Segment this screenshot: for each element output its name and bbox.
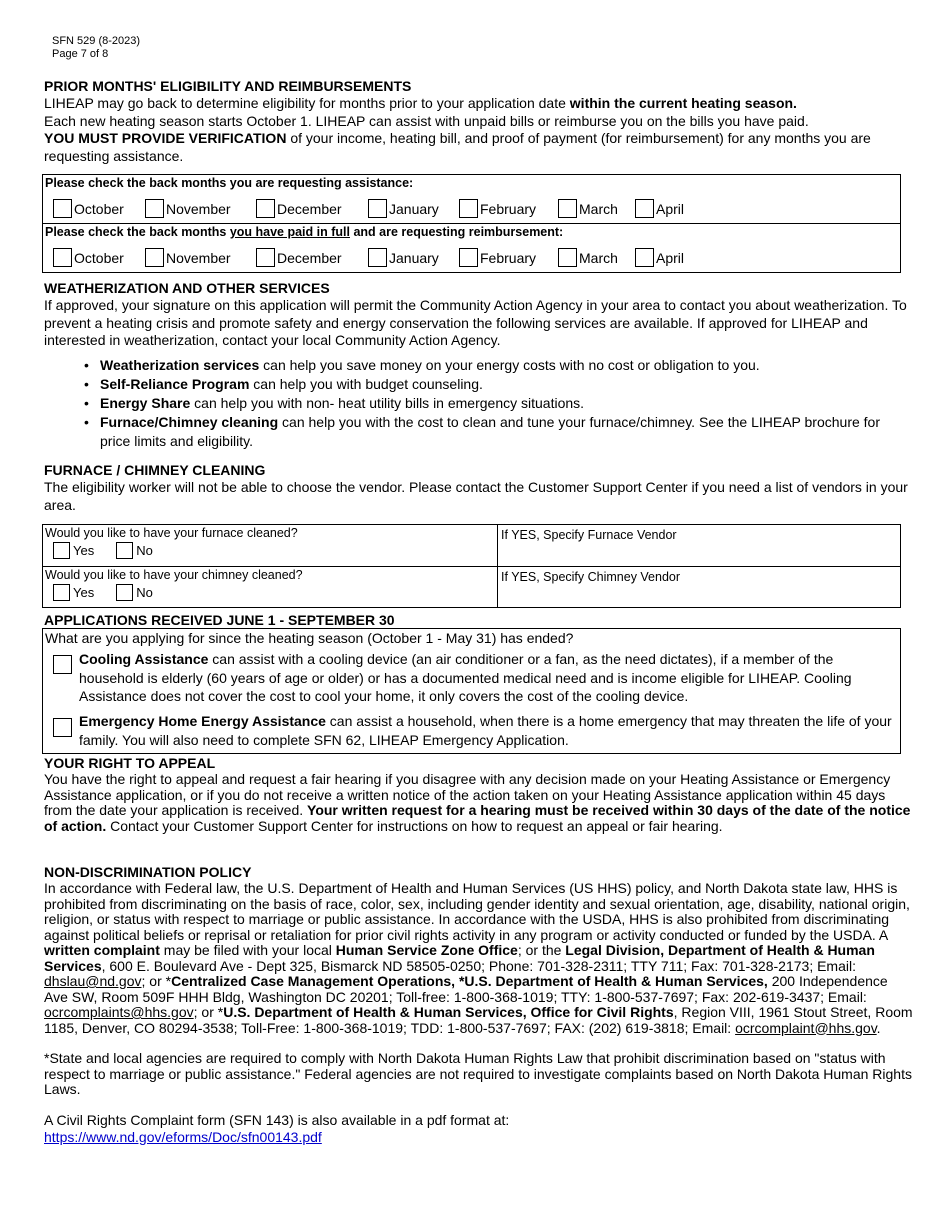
nd-s4: , 600 E. Boulevard Ave - Dept 325, Bismarck ND 58505-0250; Phone: 701-328-2311; TTY 711; Fax: 701-328-2173; Email: — [101, 957, 856, 974]
appeal-title: YOUR RIGHT TO APPEAL — [44, 755, 216, 771]
service-name: Energy Share — [100, 394, 191, 411]
chimney-no-checkbox[interactable] — [116, 584, 133, 601]
back-months-box — [42, 174, 901, 273]
month-option-january[interactable] — [368, 199, 459, 218]
nd-s7: ; or * — [193, 1004, 224, 1020]
assistance-march-checkbox[interactable] — [558, 199, 577, 218]
service-item — [44, 413, 914, 451]
cooling-desc: can assist with a cooling device (an air conditioner or a fan, as the need dictates), if a member of the household is elderly (60 years of age or older) or has a documented medical need and is income eligible for LIHEAP. Cooling Assistance does not cover the cost to cool your home, it only covers the cost of the cooling device. — [79, 651, 852, 704]
furnace-yes-checkbox[interactable] — [53, 542, 70, 559]
nd-s3: ; or the — [517, 942, 566, 958]
reimbursement-october-checkbox[interactable] — [53, 248, 72, 267]
nondiscrimination-note: *State and local agencies are required to comply with North Dakota Human Rights Law that prohibit discrimination based on "status with respect to marriage or public assistance." Federal agencies are not required to investigate complaints based on North Dakota Human Rights Laws. — [44, 1050, 912, 1097]
bullet: • — [84, 394, 89, 411]
weatherization-section — [44, 280, 914, 451]
emergency-assistance-text — [79, 712, 894, 749]
service-name: Furnace/Chimney cleaning — [100, 413, 279, 430]
prior-p2: Each new heating season starts October 1. LIHEAP can assist with unpaid bills or reimburse you on the bills you have paid. — [44, 112, 809, 129]
ocrcomplaint-email-link[interactable]: ocrcomplaint@hhs.gov — [735, 1019, 877, 1036]
furnace-title: FURNACE / CHIMNEY CLEANING — [44, 462, 266, 478]
nd-s6: 200 Independence Ave SW, Room 509F HHH Bldg, Washington DC 20201; Toll-free: 1-800-368-1019; TTY: 1-800-537-7697; Fax: 202-619-3437; Email: — [44, 973, 888, 1005]
month-option-january[interactable] — [368, 248, 459, 267]
service-name: Self-Reliance Program — [100, 375, 250, 392]
complaint-form-link-wrap — [44, 1129, 914, 1147]
cooling-assistance-text — [79, 650, 894, 706]
month-label: October — [74, 200, 124, 217]
month-label: February — [480, 249, 537, 266]
month-label: November — [166, 200, 231, 217]
summer-applications-box — [42, 628, 901, 754]
row-divider — [43, 566, 900, 567]
service-item — [44, 375, 914, 394]
nondiscrimination-section — [44, 864, 914, 1147]
month-label: April — [656, 249, 685, 266]
yes-label: Yes — [73, 543, 95, 558]
emergency-assistance-checkbox[interactable] — [53, 718, 72, 737]
reimb-label-c: and are requesting reimbursement: — [349, 225, 564, 239]
appeal-text — [44, 772, 914, 834]
furnace-section — [44, 462, 914, 514]
nondiscrimination-title: NON-DISCRIMINATION POLICY — [44, 864, 252, 880]
reimb-label-a: Please check the back months — [45, 225, 230, 239]
chimney-question: Would you like to have your chimney cleaned? — [45, 568, 303, 582]
month-option-april[interactable] — [635, 199, 705, 218]
box-divider — [43, 223, 900, 224]
month-option-february[interactable] — [459, 199, 558, 218]
assistance-october-checkbox[interactable] — [53, 199, 72, 218]
weatherization-text: If approved, your signature on this application will permit the Community Action Agency in your area to contact you about weatherization. To prevent a heating crisis and promote safety and energy conservation the following services are available. If approved for LIHEAP and interested in weatherization, contact your local Community Action Agency. — [44, 297, 907, 348]
furnace-vendor-input[interactable] — [499, 543, 894, 563]
furnace-chimney-box — [42, 524, 901, 608]
month-option-november[interactable] — [145, 199, 256, 218]
form-header — [52, 35, 140, 61]
chimney-vendor-label: If YES, Specify Chimney Vendor — [501, 570, 681, 584]
reimb-label-b: you have paid in full — [229, 225, 350, 239]
prior-months-title: PRIOR MONTHS' ELIGIBILITY AND REIMBURSEMENTS — [44, 78, 412, 94]
services-list — [44, 356, 914, 451]
month-option-december[interactable] — [256, 199, 368, 218]
furnace-no-checkbox[interactable] — [116, 542, 133, 559]
month-option-march[interactable] — [558, 248, 635, 267]
furnace-text: The eligibility worker will not be able to choose the vendor. Please contact the Customer Support Center if you need a list of vendors in your area. — [44, 479, 908, 513]
reimbursement-april-checkbox[interactable] — [635, 248, 654, 267]
month-option-april[interactable] — [635, 248, 705, 267]
complaint-form-link[interactable]: https://www.nd.gov/eforms/Doc/sfn00143.pdf — [44, 1129, 322, 1145]
prior-p3a: YOU MUST PROVIDE VERIFICATION — [44, 130, 287, 146]
no-label: No — [136, 543, 153, 558]
summer-applications-title-wrap — [44, 612, 914, 629]
summer-applications-title: APPLICATIONS RECEIVED JUNE 1 - SEPTEMBER 30 — [44, 612, 395, 628]
service-name: Weatherization services — [100, 356, 260, 373]
appeal-t3: Contact your Customer Support Center for instructions on how to request an appeal or fair hearing. — [106, 817, 723, 834]
yes-label: Yes — [73, 585, 95, 600]
emergency-desc: can assist a household, when there is a home emergency that may threaten the life of your family. You will also need to complete SFN 62, LIHEAP Emergency Application. — [79, 713, 892, 748]
form-id: SFN 529 (8-2023) — [52, 35, 141, 47]
prior-p1b: within the current heating season. — [569, 95, 797, 111]
furnace-vendor-label: If YES, Specify Furnace Vendor — [501, 528, 677, 542]
nd-b5: U.S. Department of Health & Human Services, Office for Civil Rights — [223, 1004, 674, 1020]
nd-s2: may be filed with your local — [159, 942, 336, 958]
service-desc: can help you with the cost to clean and tune your furnace/chimney. See the LIHEAP brochure for price limits and eligibility. — [100, 413, 881, 449]
prior-p1a: LIHEAP may go back to determine eligibility for months prior to your application date — [44, 95, 570, 111]
assistance-november-checkbox[interactable] — [145, 199, 164, 218]
appeal-t2: Your written request for a hearing must be received within 30 days of the date of the notice of action. — [44, 802, 911, 834]
assistance-april-checkbox[interactable] — [635, 199, 654, 218]
service-item — [44, 394, 914, 413]
prior-p3b: of your income, heating bill, and proof of payment (for reimbursement) for any months you are requesting assistance. — [44, 130, 871, 164]
service-desc: can help you with non- heat utility bills in emergency situations. — [190, 394, 585, 411]
emergency-title: Emergency Home Energy Assistance — [79, 713, 326, 729]
month-label: January — [389, 249, 439, 266]
bullet: • — [84, 375, 89, 392]
nd-b3: Legal Division, Department of Health & Human Services — [44, 942, 875, 974]
month-label: November — [166, 249, 231, 266]
reimbursement-february-checkbox[interactable] — [459, 248, 478, 267]
nondiscrimination-text — [44, 881, 914, 1036]
prior-months-text — [44, 95, 914, 165]
chimney-vendor-input[interactable] — [499, 585, 894, 605]
month-label: March — [579, 200, 618, 217]
assistance-january-checkbox[interactable] — [368, 199, 387, 218]
nd-s8: , Region VIII, 1961 Stout Street, Room 1185, Denver, CO 80294-3538; Toll-Free: 1-800-368-1019; TDD: 1-800-537-7697; FAX: (202) 619-3818; Email: — [44, 1004, 913, 1036]
month-label: February — [480, 200, 537, 217]
no-label: No — [136, 585, 153, 600]
reimbursement-months-row — [53, 248, 705, 267]
month-option-november[interactable] — [145, 248, 256, 267]
appeal-section — [44, 755, 914, 834]
dhslau-email-link[interactable]: dhslau@nd.gov — [44, 973, 142, 989]
reimbursement-november-checkbox[interactable] — [145, 248, 164, 267]
page-number: Page 7 of 8 — [52, 48, 109, 60]
reimbursement-january-checkbox[interactable] — [368, 248, 387, 267]
assistance-february-checkbox[interactable] — [459, 199, 478, 218]
cooling-assistance-checkbox[interactable] — [53, 655, 72, 674]
month-option-october[interactable] — [53, 199, 145, 218]
service-item — [44, 356, 914, 375]
bullet: • — [84, 413, 89, 430]
requesting-assistance-label: Please check the back months you are requesting assistance: — [45, 176, 414, 190]
nd-b4: Centralized Case Management Operations, *U.S. Department of Health & Human Services, — [171, 973, 768, 989]
appeal-t1: You have the right to appeal and request a fair hearing if you disagree with any decision made on your Heating Assistance or Emergency Assistance application, or if you do not receive a written notice of the action taken on your Heating Assistance application within 45 days from the date your application is received. — [44, 771, 891, 818]
reimbursement-label — [45, 225, 563, 239]
prior-months-section — [44, 78, 914, 165]
cooling-title: Cooling Assistance — [79, 651, 209, 667]
month-label: April — [656, 200, 685, 217]
nd-s9: . — [876, 1019, 881, 1036]
month-label: October — [74, 249, 124, 266]
service-desc: can help you with budget counseling. — [249, 375, 483, 392]
reimbursement-march-checkbox[interactable] — [558, 248, 577, 267]
month-option-october[interactable] — [53, 248, 145, 267]
month-label: March — [579, 249, 618, 266]
summer-question: What are you applying for since the heating season (October 1 - May 31) has ended? — [45, 630, 574, 646]
month-label: December — [277, 249, 342, 266]
furnace-options — [53, 542, 153, 559]
assistance-months-row — [53, 199, 705, 218]
assistance-december-checkbox[interactable] — [256, 199, 275, 218]
month-label: January — [389, 200, 439, 217]
furnace-question: Would you like to have your furnace cleaned? — [45, 526, 298, 540]
service-desc: can help you save money on your energy costs with no cost or obligation to you. — [259, 356, 760, 373]
month-label: December — [277, 200, 342, 217]
nd-s1: In accordance with Federal law, the U.S. Department of Health and Human Services (US HHS) policy, and North Dakota state law, HHS is prohibited from discriminating on the basis of race, color, sex, including gender identity and sexual orientation, age, disability, national origin, religion, or status with respect to marriage or public assistance. In accordance with the USDA, HHS is also prohibited from discriminating against political beliefs or reprisal or retaliation for prior civil rights activity in any program or activity conducted or funded by the USDA. A — [44, 880, 910, 943]
chimney-yes-checkbox[interactable] — [53, 584, 70, 601]
weatherization-title: WEATHERIZATION AND OTHER SERVICES — [44, 280, 330, 296]
bullet: • — [84, 356, 89, 373]
nd-s5: ; or * — [141, 973, 172, 989]
month-option-march[interactable] — [558, 199, 635, 218]
complaint-form-text: A Civil Rights Complaint form (SFN 143) is also available in a pdf format at: — [44, 1111, 510, 1128]
month-option-february[interactable] — [459, 248, 558, 267]
reimbursement-december-checkbox[interactable] — [256, 248, 275, 267]
chimney-options — [53, 584, 153, 601]
month-option-december[interactable] — [256, 248, 368, 267]
nd-b2: Human Service Zone Office — [335, 942, 518, 958]
nd-b1: written complaint — [44, 942, 160, 958]
ocrcomplaints-email-link[interactable]: ocrcomplaints@hhs.gov — [44, 1004, 194, 1020]
